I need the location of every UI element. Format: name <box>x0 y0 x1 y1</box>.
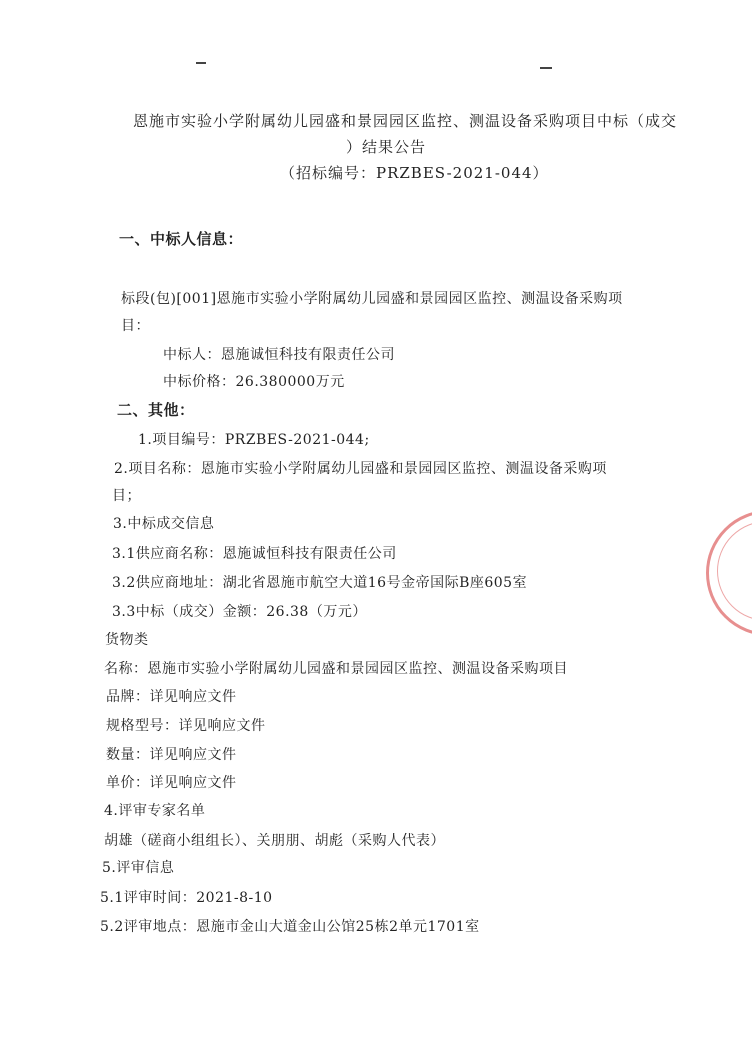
item-award-info: 3.中标成交信息 <box>113 516 215 532</box>
section2-heading: 二、其他： <box>117 401 195 419</box>
bid-number: （招标编号：PRZBES-2021-044） <box>280 164 549 182</box>
item-project-name-cont: 目； <box>112 488 141 504</box>
item-review-info: 5.评审信息 <box>102 860 175 876</box>
item-brand: 品牌：详见响应文件 <box>106 689 237 705</box>
lot-line-1: 标段(包)[001]恩施市实验小学附属幼儿园盛和景园园区监控、测温设备采购项 <box>121 291 623 307</box>
title-line-1: 恩施市实验小学附属幼儿园盛和景园园区监控、测温设备采购项目中标（成交 <box>133 112 678 130</box>
lot-line-2: 目： <box>121 318 150 334</box>
item-unit-price: 单价：详见响应文件 <box>106 775 237 791</box>
item-project-name: 2.项目名称：恩施市实验小学附属幼儿园盛和景园园区监控、测温设备采购项 <box>114 461 607 477</box>
item-expert-list-heading: 4.评审专家名单 <box>104 803 206 819</box>
item-award-amount: 3.3中标（成交）金额：26.38（万元） <box>112 604 367 620</box>
seal-inner-ring <box>717 521 752 621</box>
item-spec-model: 规格型号：详见响应文件 <box>106 718 266 734</box>
item-expert-names: 胡雄（磋商小组组长）、关朋朋、胡彪（采购人代表） <box>104 833 445 849</box>
item-review-time: 5.1评审时间：2021-8-10 <box>100 890 273 906</box>
item-review-location: 5.2评审地点：恩施市金山大道金山公馆25栋2单元1701室 <box>100 919 480 935</box>
item-project-number: 1.项目编号：PRZBES-2021-044; <box>138 432 370 448</box>
title-line-2: ）结果公告 <box>346 138 427 156</box>
item-supplier-name: 3.1供应商名称：恩施诚恒科技有限责任公司 <box>112 546 397 562</box>
top-left-mark <box>196 62 206 64</box>
item-supplier-address: 3.2供应商地址：湖北省恩施市航空大道16号金帝国际B座605室 <box>112 575 528 591</box>
winning-price: 中标价格：26.380000万元 <box>163 374 345 390</box>
winner: 中标人：恩施诚恒科技有限责任公司 <box>163 347 395 363</box>
top-right-mark <box>540 67 552 69</box>
section1-heading: 一、中标人信息： <box>119 230 244 248</box>
item-quantity: 数量：详见响应文件 <box>106 747 237 763</box>
item-goods-name: 名称：恩施市实验小学附属幼儿园盛和景园园区监控、测温设备采购项目 <box>104 661 568 677</box>
red-seal-stamp <box>706 510 752 636</box>
item-goods-category: 货物类 <box>105 632 149 648</box>
